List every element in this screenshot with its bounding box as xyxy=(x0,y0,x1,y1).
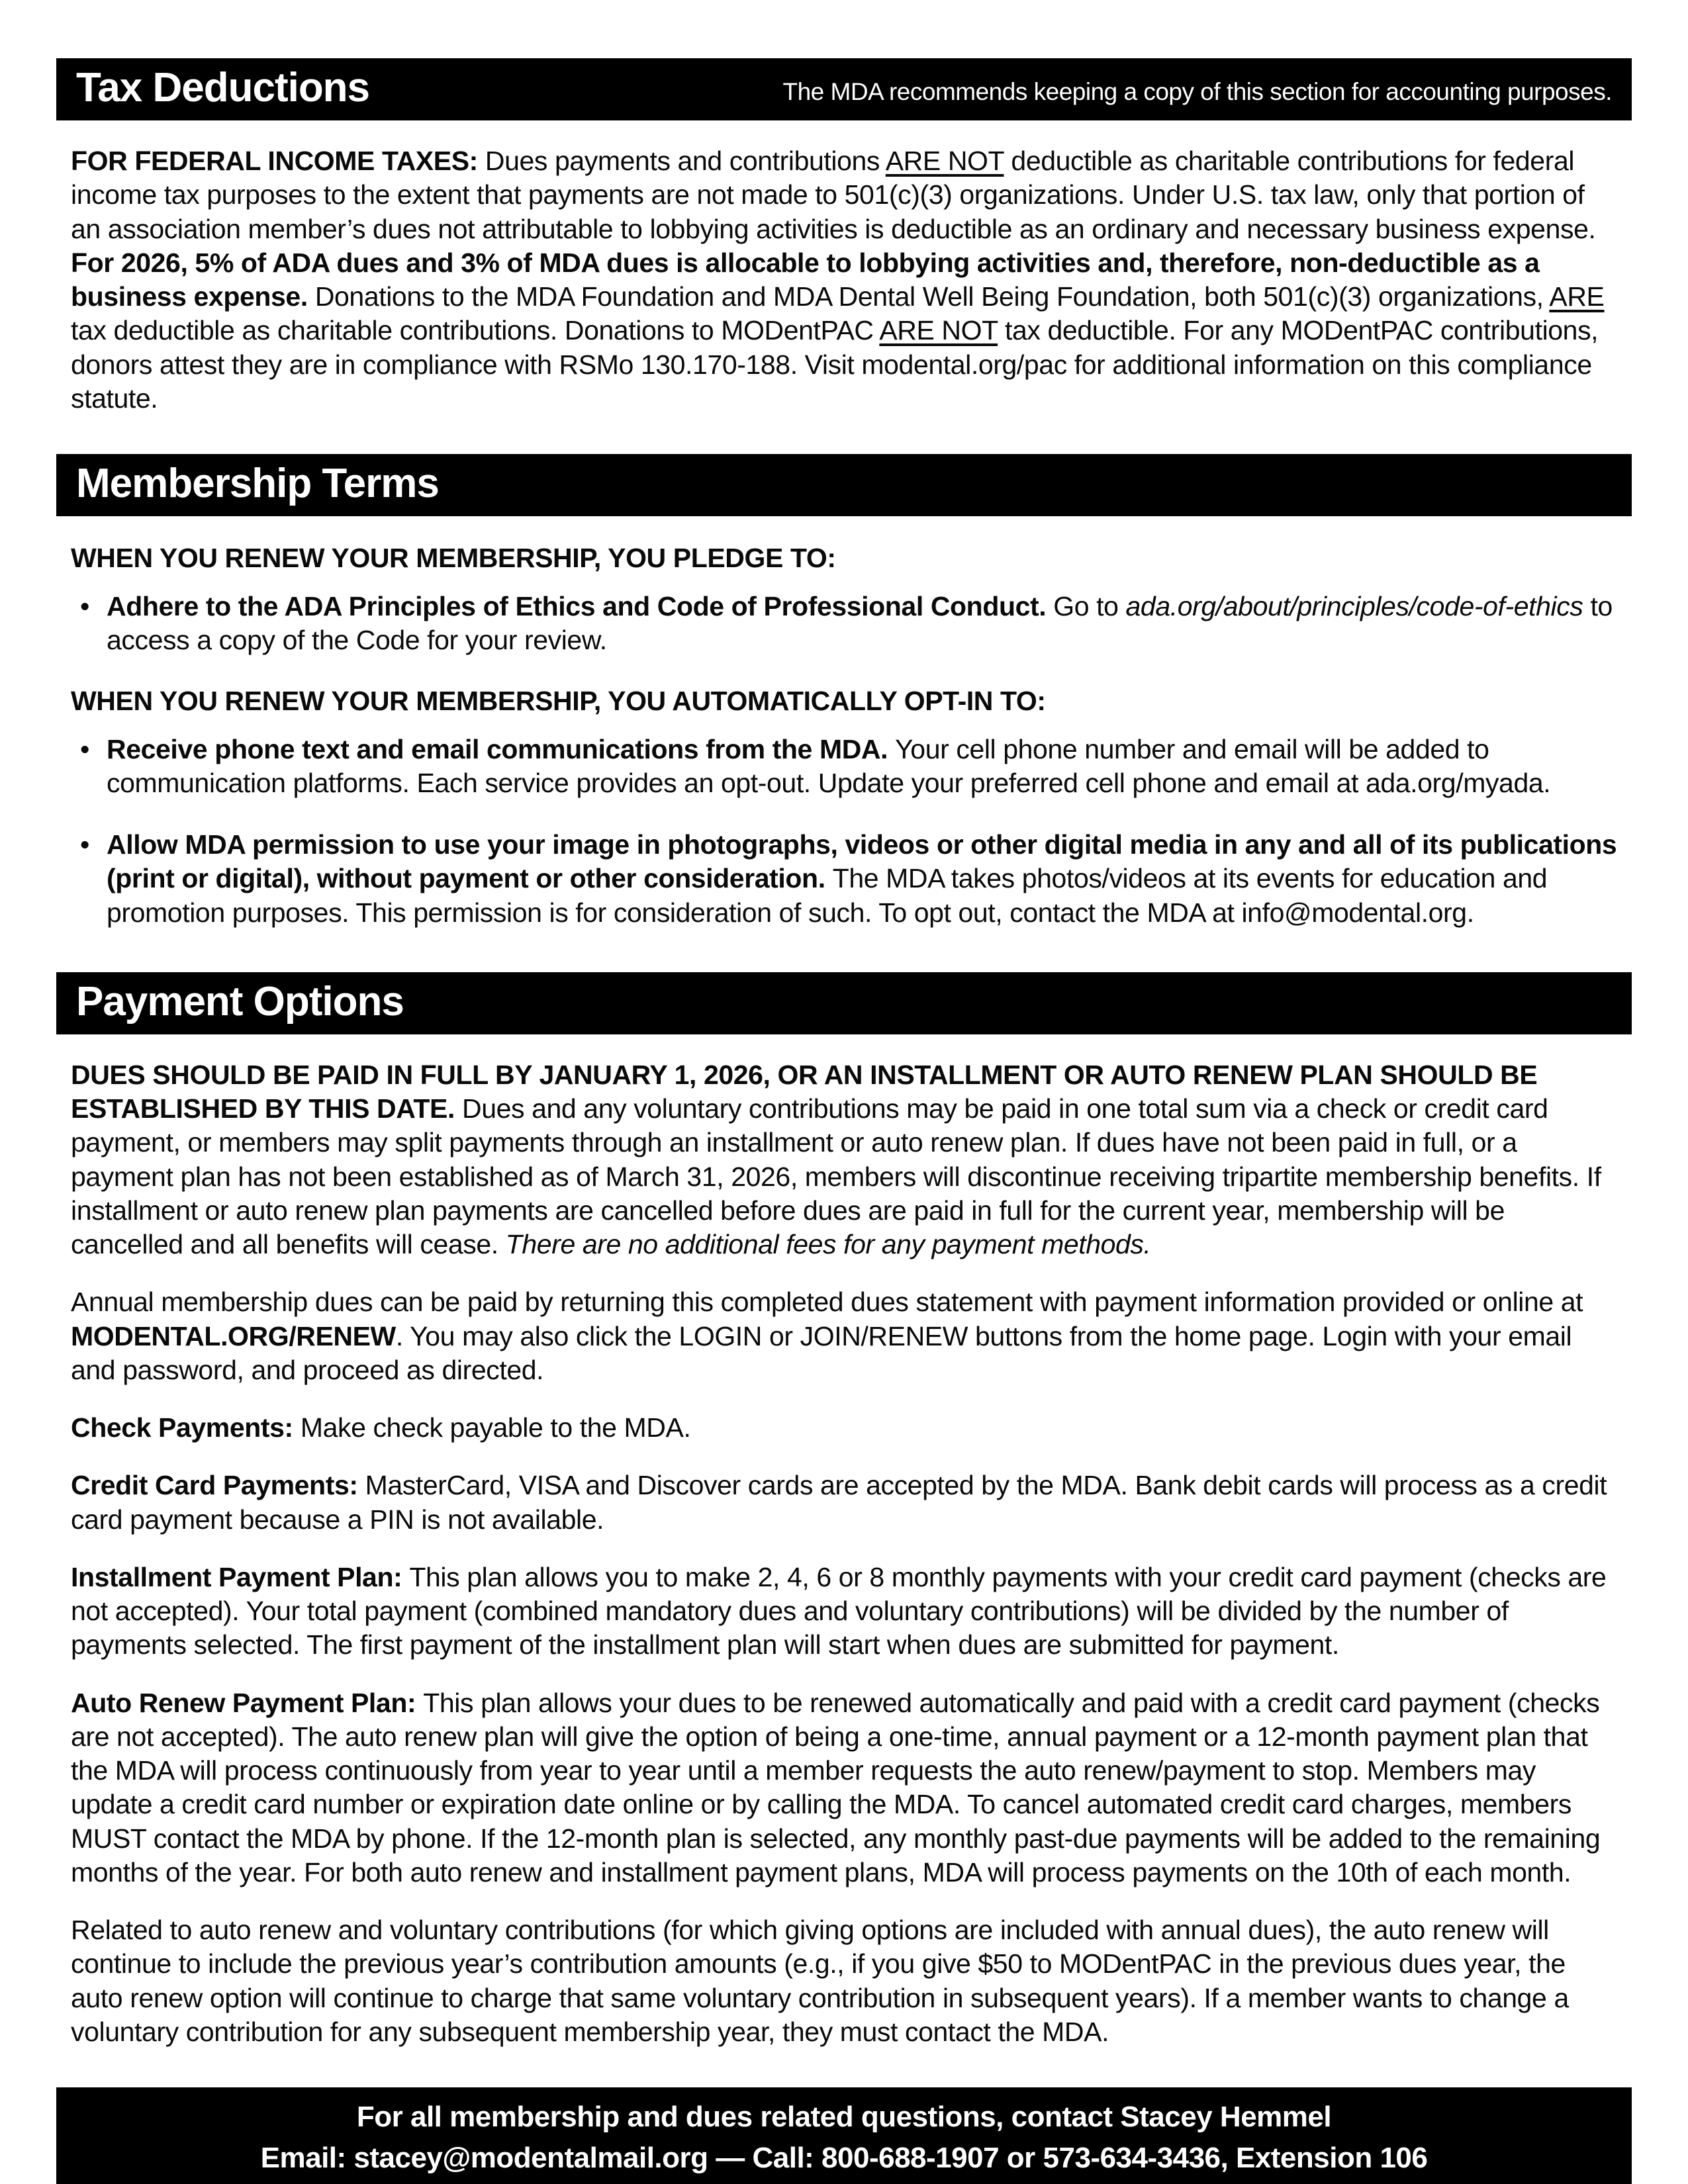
membership-terms-body xyxy=(56,543,1632,930)
tax-deductions-title: Tax Deductions xyxy=(76,65,370,111)
payment-paragraph-dues-deadline: DUES SHOULD BE PAID IN FULL BY JANUARY 1, 2026, OR AN INSTALLMENT OR AUTO RENEW PLAN SHOULD BE ESTABLISHED BY THIS DATE. Dues and any voluntary contributions may be paid in one total sum via a check or credit card payment, or members may split payments through an installment or auto renew plan. If dues have not been paid in full, or a payment plan has not been established as of March 31, 2026, members will discontinue receiving tripartite membership benefits. If installment or auto renew plan payments are cancelled before dues are paid in full for the current year, membership will be cancelled and all benefits will cease. There are no additional fees for any payment methods. xyxy=(71,1059,1601,1259)
section-payment-options xyxy=(56,972,1632,2073)
optin-heading: WHEN YOU RENEW YOUR MEMBERSHIP, YOU AUTOMATICALLY OPT-IN TO: xyxy=(71,685,1046,716)
list-item: • Adhere to the ADA Principles of Ethics and Code of Professional Conduct. Go to ada.org/about/principles/code-of-ethics to access a copy of the Code for your review. xyxy=(80,590,1618,658)
payment-paragraph-online-renew: Annual membership dues can be paid by returning this completed dues statement with payment information provided or online at MODENTAL.ORG/RENEW. You may also click the LOGIN or JOIN/RENEW buttons from the home page. Login with your email and password, and proceed as directed. xyxy=(71,1287,1583,1385)
payment-paragraph-auto-renew-plan: Auto Renew Payment Plan: This plan allows your dues to be renewed automatically and paid with a credit card payment (checks are not accepted). The auto renew plan will give the option of being a one-time, annual payment or a 12-month payment plan that the MDA will process continuously from year to year until a member requests the auto renew/payment to stop. Members may update a credit card number or expiration date online or by calling the MDA. To cancel automated credit card charges, members MUST contact the MDA by phone. If the 12-month plan is selected, any monthly past-due payments will be added to the remaining months of the year. For both auto renew and installment payment plans, MDA will process payments on the 10th of each month. xyxy=(71,1687,1601,1888)
pledge-heading: WHEN YOU RENEW YOUR MEMBERSHIP, YOU PLEDGE TO: xyxy=(71,543,836,573)
footer-contact-line: For all membership and dues related questions, contact Stacey Hemmel xyxy=(356,2101,1332,2133)
contact-footer-bar xyxy=(56,2087,1632,2184)
payment-options-body xyxy=(56,1058,1632,2049)
list-item: • Receive phone text and email communications from the MDA. Your cell phone number and email will be added to communication platforms. Each service provides an opt-out. Update your preferred cell phone and email at ada.org/myada. xyxy=(80,733,1618,801)
payment-paragraph-credit-card: Credit Card Payments: MasterCard, VISA and Discover cards are accepted by the MDA. Bank debit cards will process as a credit card payment because a PIN is not available. xyxy=(71,1470,1607,1535)
footer-email-phone-line: Email: stacey@modentalmail.org — Call: 800-688-1907 or 573-634-3436, Extension 106 xyxy=(260,2142,1428,2175)
optin-bullet-list xyxy=(80,733,1618,930)
payment-paragraph-voluntary-contributions: Related to auto renew and voluntary contributions (for which giving options are included with annual dues), the auto renew will continue to include the previous year’s contribution amounts (e.g., if you give $50 to MODentPAC in the previous dues year, the auto renew option will continue to charge that same voluntary contribution in subsequent years). If a member wants to change a voluntary contribution for any subsequent membership year, they must contact the MDA. xyxy=(71,1915,1569,2047)
membership-terms-title: Membership Terms xyxy=(76,461,439,506)
payment-options-title: Payment Options xyxy=(76,978,404,1024)
payment-paragraph-installment-plan: Installment Payment Plan: This plan allows you to make 2, 4, 6 or 8 monthly payments with your credit card payment (checks are not accepted). Your total payment (combined mandatory dues and voluntary contributions) will be divided by the number of payments selected. The first payment of the installment plan will start when dues are submitted for payment. xyxy=(71,1561,1607,1661)
list-item: • Allow MDA permission to use your image in photographs, videos or other digital media in any and all of its publications (print or digital), without payment or other consideration. The MDA takes photos/videos at its events for education and promotion purposes. This permission is for consideration of such. To opt out, contact the MDA at info@modental.org. xyxy=(80,828,1618,930)
section-tax-deductions xyxy=(56,58,1632,439)
tax-deductions-body xyxy=(56,144,1632,416)
section-membership-terms xyxy=(56,454,1632,958)
tax-deductions-header-bar xyxy=(56,58,1632,120)
membership-terms-header-bar xyxy=(56,454,1632,516)
pledge-bullet-list xyxy=(80,590,1618,658)
tax-deductions-note: The MDA recommends keeping a copy of this section for accounting purposes. xyxy=(782,78,1612,106)
payment-options-header-bar xyxy=(56,972,1632,1034)
tax-deductions-paragraph: FOR FEDERAL INCOME TAXES: Dues payments and contributions ARE NOT deductible as charitable contributions for federal income tax purposes to the extent that payments are not made to 501(c)(3) organizations. Under U.S. tax law, only that portion of an association member’s dues not attributable to lobbying activities is deductible as an ordinary and necessary business expense. For 2026, 5% of ADA dues and 3% of MDA dues is allocable to lobbying activities and, therefore, non-deductible as a business expense. Donations to the MDA Foundation and MDA Dental Well Being Foundation, both 501(c)(3) organizations, ARE tax deductible as charitable contributions. Donations to MODentPAC ARE NOT tax deductible. For any MODentPAC contributions, donors attest they are in compliance with RSMo 130.170-188. Visit modental.org/pac for additional information on this compliance statute. xyxy=(71,146,1605,414)
payment-paragraph-check: Check Payments: Make check payable to the MDA. xyxy=(71,1412,691,1443)
